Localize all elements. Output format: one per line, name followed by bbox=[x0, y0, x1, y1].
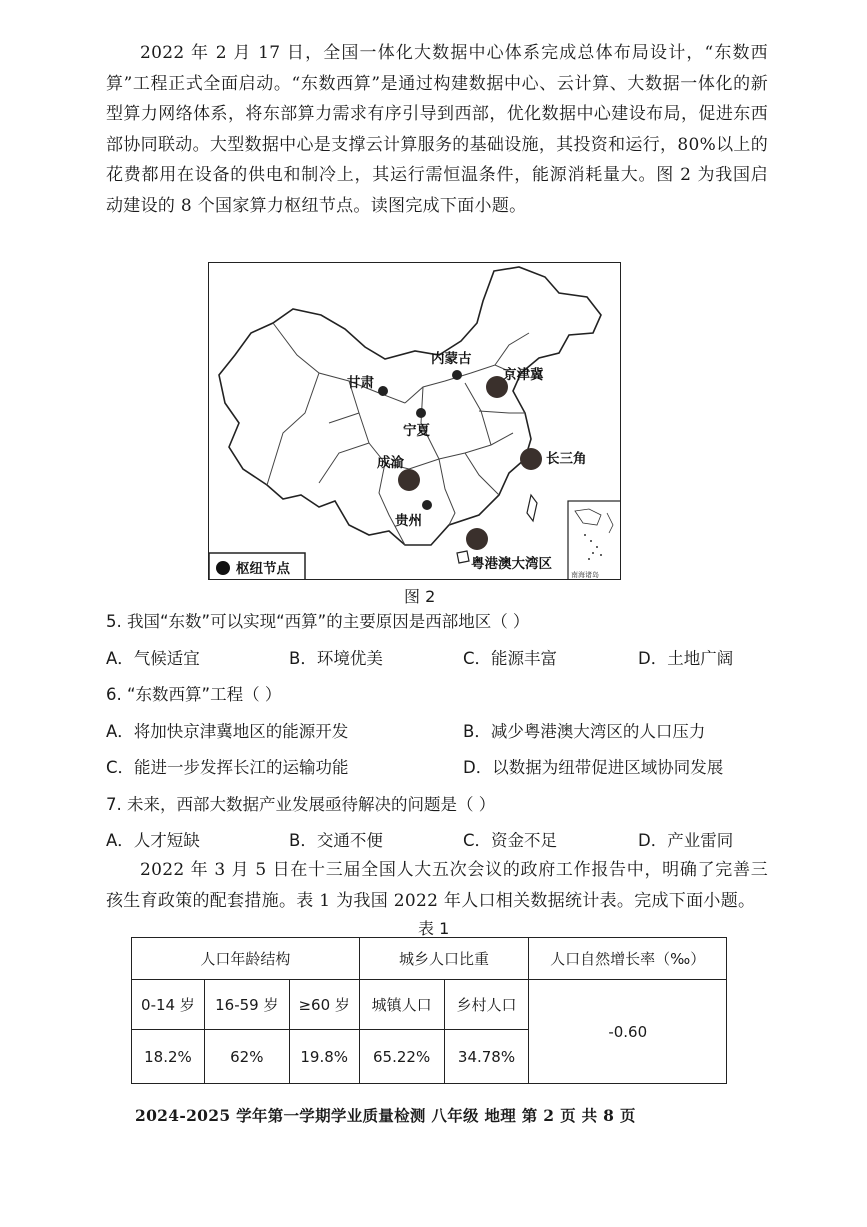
subheader-urban: 城镇人口 bbox=[359, 980, 444, 1030]
inset-label: 南海诸岛 bbox=[571, 571, 599, 579]
value-16-59: 62% bbox=[204, 1030, 289, 1084]
q7-option-d[interactable]: D．产业雷同 bbox=[638, 831, 734, 850]
hub-node-gba bbox=[466, 528, 488, 550]
label-inner-mongolia: 内蒙古 bbox=[431, 351, 472, 367]
q6-option-a[interactable]: A．将加快京津冀地区的能源开发 bbox=[106, 722, 349, 741]
label-gansu: 甘肃 bbox=[347, 375, 374, 391]
value-growth-rate: -0.60 bbox=[529, 980, 727, 1084]
q7-option-b[interactable]: B．交通不便 bbox=[289, 831, 383, 850]
label-yangtze-delta: 长三角 bbox=[546, 451, 587, 467]
hub-node-yangtze-delta bbox=[520, 448, 542, 470]
subheader-60-plus: ≥60 岁 bbox=[289, 980, 359, 1030]
china-outline bbox=[219, 267, 601, 545]
hub-node-guizhou bbox=[422, 500, 432, 510]
question-6-number: 6. bbox=[106, 685, 122, 704]
header-growth-rate: 人口自然增长率（‰） bbox=[529, 938, 727, 980]
subheader-rural: 乡村人口 bbox=[444, 980, 529, 1030]
q6-option-c[interactable]: C．能进一步发挥长江的运输功能 bbox=[106, 758, 349, 777]
q5-option-d[interactable]: D．土地广阔 bbox=[638, 649, 734, 668]
question-6-stem: “东数西算”工程（ ） bbox=[127, 685, 282, 704]
hub-node-inner-mongolia bbox=[452, 370, 462, 380]
value-60-plus: 19.8% bbox=[289, 1030, 359, 1084]
question-5-number: 5. bbox=[106, 612, 122, 631]
taiwan-island bbox=[527, 495, 537, 521]
question-5-stem: 我国“东数”可以实现“西算”的主要原因是西部地区（ ） bbox=[127, 612, 530, 631]
hub-node-gansu bbox=[378, 386, 388, 396]
value-0-14: 18.2% bbox=[132, 1030, 205, 1084]
page-footer: 2024-2025 学年第一学期学业质量检测 八年级 地理 第 2 页 共 8 页 bbox=[135, 1106, 636, 1125]
question-7 bbox=[106, 791, 495, 815]
hub-node-chengyu bbox=[398, 469, 420, 491]
intro-paragraph-1-text: 2022 年 2 月 17 日，全国一体化大数据中心体系完成总体布局设计，“东数西算”工程正式全面启动。“东数西算”是通过构建数据中心、云计算、大数据一体化的新型算力网络体系，将东部算力需求有序引导到西部，优化数据中心建设布局，促进东西部协同联动。大型数据中心是支撑云计算服务的基础设施，其投资和运行，80%以上的花费都用在设备的供电和制冷上，其运行需恒温条件，能源消耗量大。图 2 为我国启动建设的 8 个国家算力枢纽节点。读图完成下面小题。 bbox=[106, 43, 768, 216]
population-table bbox=[131, 937, 727, 1084]
question-6 bbox=[106, 681, 281, 705]
china-map bbox=[209, 263, 621, 580]
q7-option-a[interactable]: A．人才短缺 bbox=[106, 831, 200, 850]
q5-option-a[interactable]: A．气候适宜 bbox=[106, 649, 200, 668]
intro-paragraph-2 bbox=[106, 855, 768, 916]
table-subheader-row bbox=[132, 980, 727, 1030]
header-urban-rural: 城乡人口比重 bbox=[359, 938, 529, 980]
header-age-structure: 人口年龄结构 bbox=[132, 938, 360, 980]
subheader-16-59: 16-59 岁 bbox=[204, 980, 289, 1030]
label-guizhou: 贵州 bbox=[395, 513, 422, 529]
label-jingjinji: 京津冀 bbox=[503, 367, 544, 383]
q5-option-c[interactable]: C．能源丰富 bbox=[463, 649, 558, 668]
south-china-sea-inset bbox=[568, 501, 621, 580]
intro-paragraph-2-text: 2022 年 3 月 5 日在十三届全国人大五次会议的政府工作报告中，明确了完善三孩生育政策的配套措施。表 1 为我国 2022 年人口相关数据统计表。完成下面小题。 bbox=[106, 860, 768, 911]
label-ningxia: 宁夏 bbox=[403, 423, 430, 439]
value-urban: 65.22% bbox=[359, 1030, 444, 1084]
label-chengyu: 成渝 bbox=[377, 455, 404, 471]
map-legend bbox=[209, 553, 305, 580]
hainan-island bbox=[457, 551, 469, 563]
figure-caption: 图 2 bbox=[404, 587, 436, 606]
question-7-stem: 未来，西部大数据产业发展亟待解决的问题是（ ） bbox=[127, 795, 496, 814]
china-map-figure bbox=[208, 262, 621, 580]
table-caption: 表 1 bbox=[418, 919, 450, 938]
legend-node-symbol bbox=[216, 561, 230, 575]
value-rural: 34.78% bbox=[444, 1030, 529, 1084]
hub-node-ningxia bbox=[416, 408, 426, 418]
label-gba: 粤港澳大湾区 bbox=[471, 556, 552, 572]
subheader-0-14: 0-14 岁 bbox=[132, 980, 205, 1030]
q6-option-d[interactable]: D．以数据为纽带促进区域协同发展 bbox=[463, 758, 724, 777]
question-5 bbox=[106, 608, 529, 632]
q7-option-c[interactable]: C．资金不足 bbox=[463, 831, 558, 850]
q6-option-b[interactable]: B．减少粤港澳大湾区的人口压力 bbox=[463, 722, 706, 741]
table-header-row bbox=[132, 938, 727, 980]
question-7-number: 7. bbox=[106, 795, 122, 814]
q5-option-b[interactable]: B．环境优美 bbox=[289, 649, 383, 668]
intro-paragraph-1 bbox=[106, 38, 768, 221]
legend-label: 枢纽节点 bbox=[236, 561, 290, 577]
